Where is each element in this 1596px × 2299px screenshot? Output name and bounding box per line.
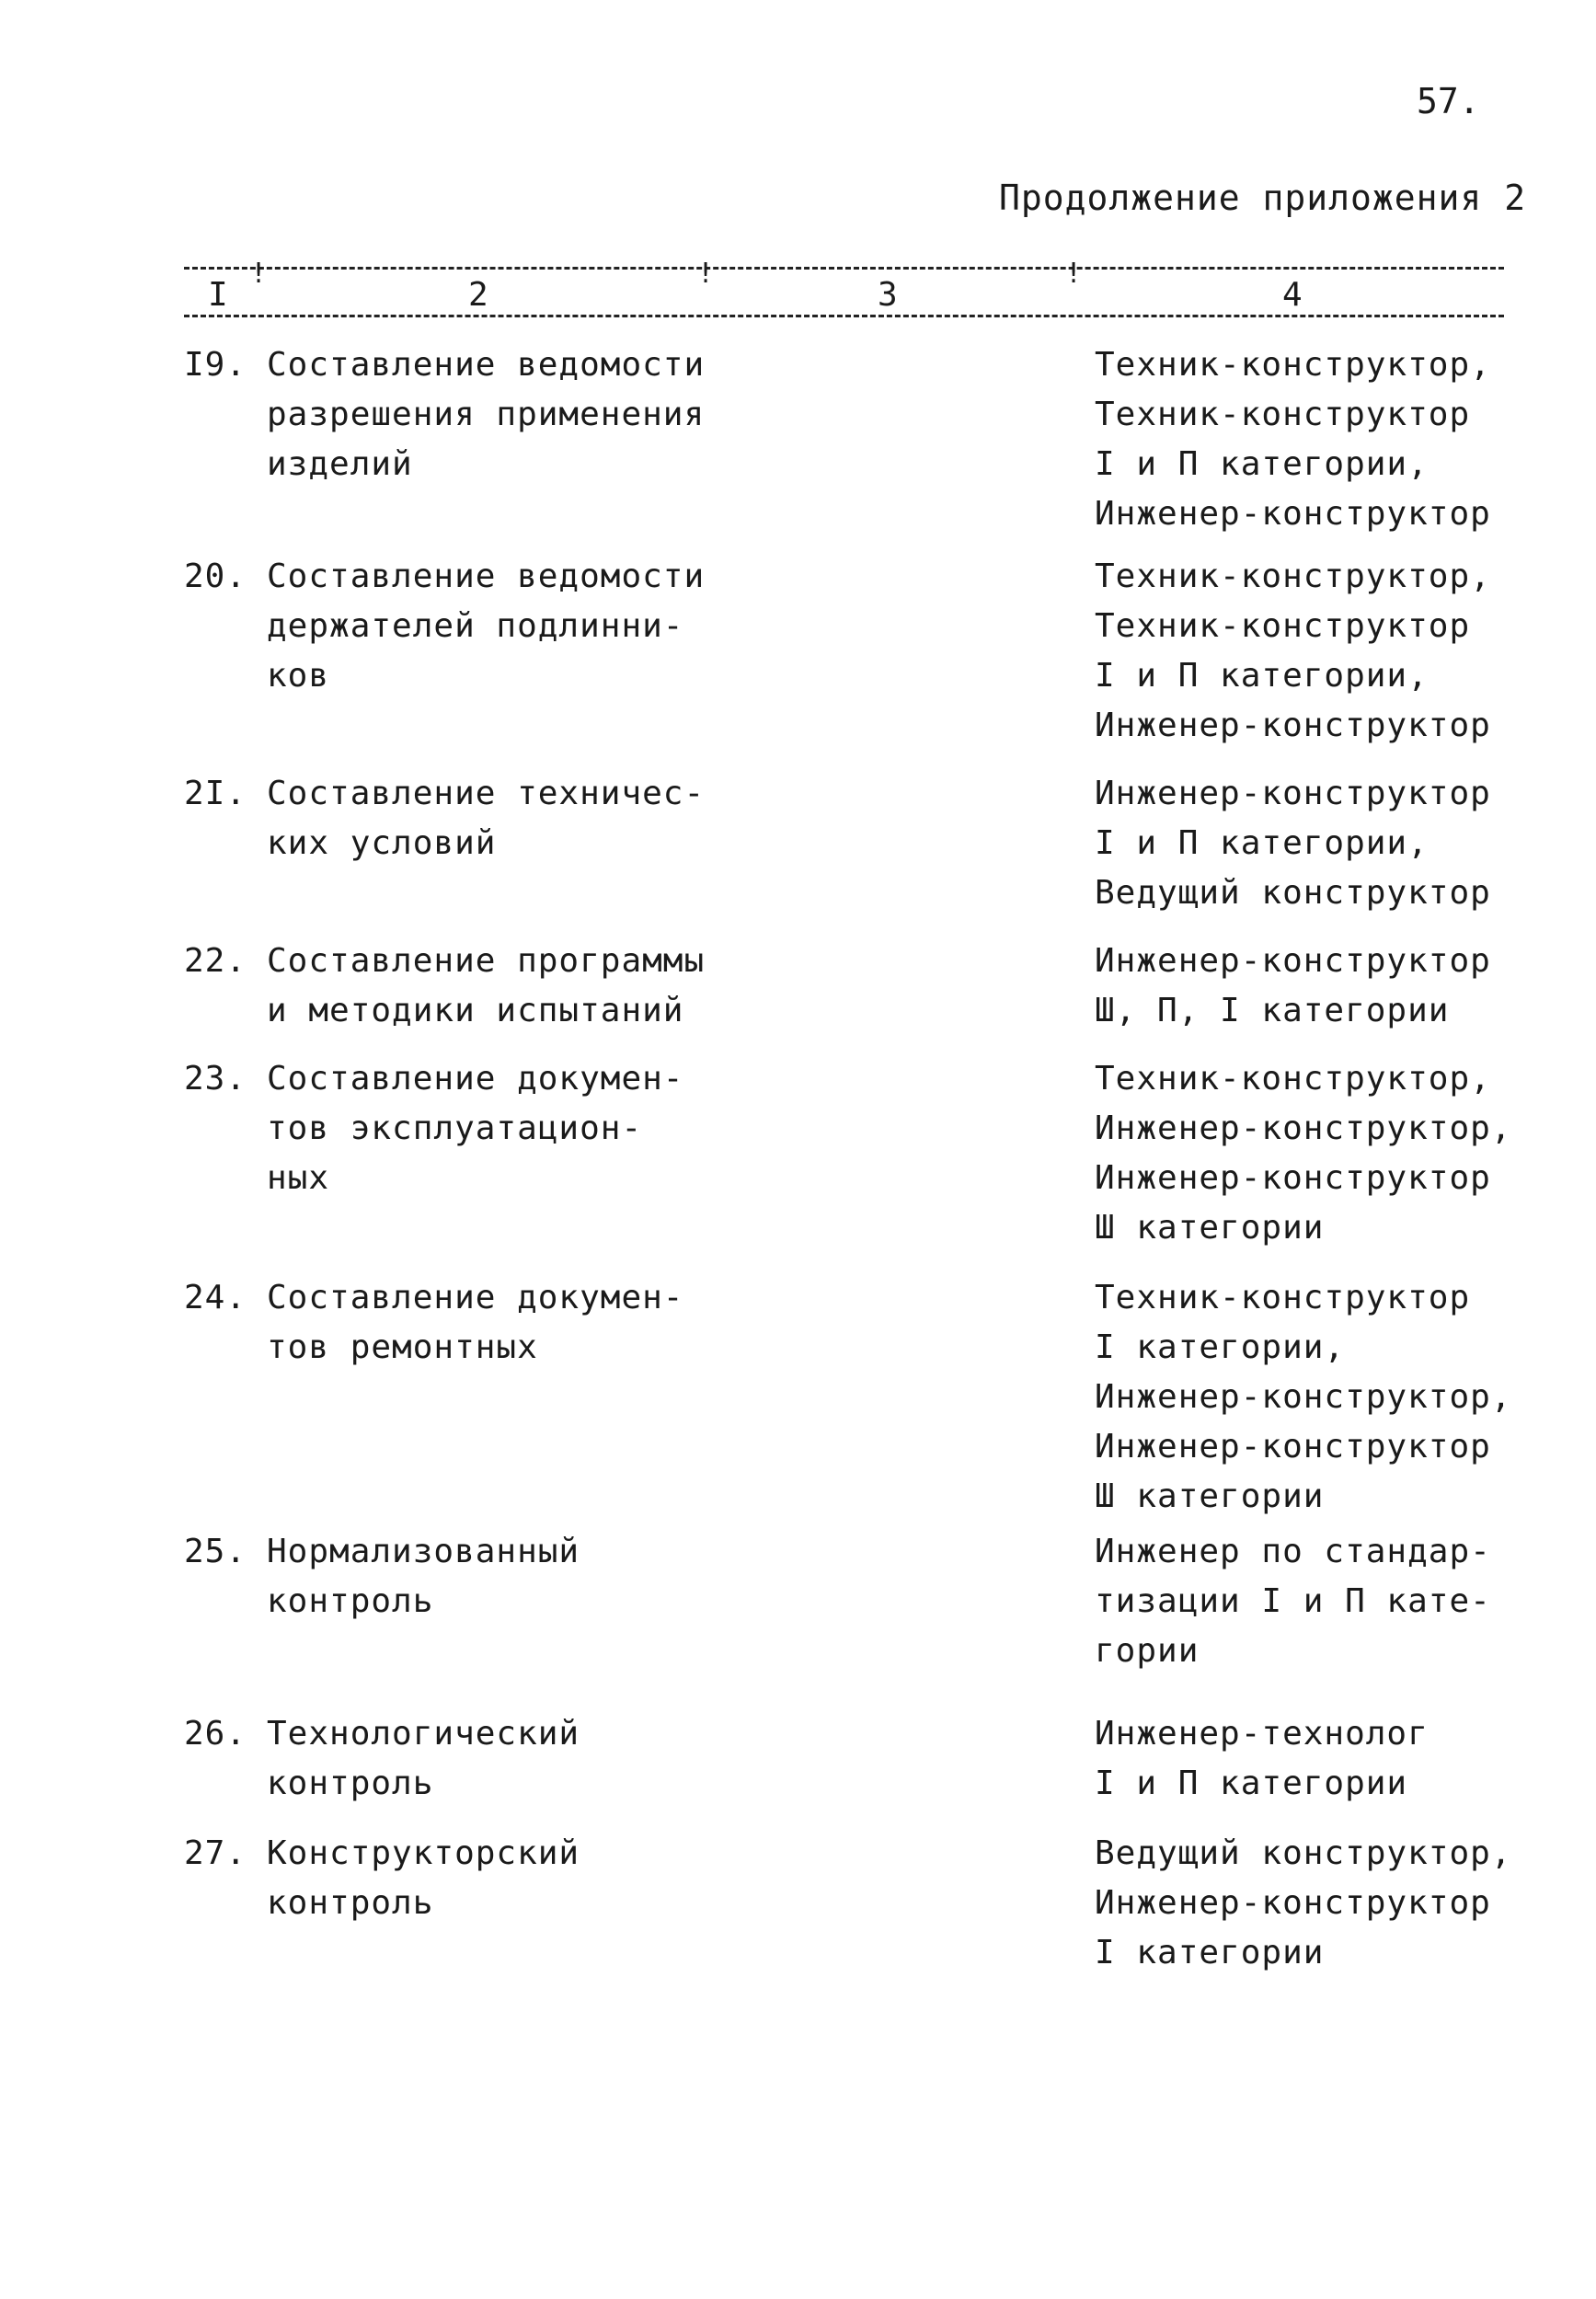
row-performer: Техник-конструктор I категории, Инженер-конструктор, Инженер-конструктор Ш категории [1095, 1279, 1512, 1515]
column-separator: ! [697, 258, 715, 290]
row-number: 25. [184, 1533, 247, 1570]
row-description: Составление техничес- ких условий [267, 775, 706, 862]
row-performer: Инженер по стандар- тизации I и П кате- гории [1095, 1533, 1491, 1670]
appendix-continuation-title: Продолжение приложения 2 [999, 178, 1527, 218]
row-number: 23. [184, 1060, 247, 1098]
row-description: Составление программы и методики испытаний [267, 942, 706, 1029]
row-number: I9. [184, 346, 247, 384]
header-top-rule [184, 267, 1504, 270]
row-description: Технологический контроль [267, 1715, 580, 1802]
row-performer: Техник-конструктор, Техник-конструктор I и П категории, Инженер-конструктор [1095, 346, 1491, 533]
row-number: 27. [184, 1834, 247, 1872]
header-bottom-rule [184, 315, 1504, 317]
row-number: 24. [184, 1279, 247, 1316]
row-performer: Инженер-конструктор I и П категории, Ведущий конструктор [1095, 775, 1491, 912]
row-performer: Техник-конструктор, Инженер-конструктор, Инженер-конструктор Ш категории [1095, 1060, 1512, 1247]
row-performer: Инженер-технолог I и П категории [1095, 1715, 1429, 1802]
column-separator: ! [1065, 258, 1083, 290]
column-header-1: I [204, 276, 232, 314]
column-header-2: 2 [465, 276, 492, 314]
row-performer: Техник-конструктор, Техник-конструктор I и П категории, Инженер-конструктор [1095, 558, 1491, 744]
row-number: 2I. [184, 775, 247, 812]
row-description: Нормализованный контроль [267, 1533, 580, 1620]
row-performer: Ведущий конструктор, Инженер-конструктор I категории [1095, 1834, 1512, 1971]
column-header-3: 3 [874, 276, 901, 314]
column-separator: ! [250, 258, 268, 290]
row-description: Конструкторский контроль [267, 1834, 580, 1922]
row-description: Составление докумен- тов эксплуатацион- ных [267, 1060, 684, 1197]
row-performer: Инженер-конструктор Ш, П, I категории [1095, 942, 1491, 1029]
row-number: 26. [184, 1715, 247, 1753]
row-description: Составление ведомости держателей подлинни- ков [267, 558, 706, 695]
row-number: 22. [184, 942, 247, 980]
row-description: Составление докумен- тов ремонтных [267, 1279, 684, 1366]
row-description: Составление ведомости разрешения применения изделий [267, 346, 706, 483]
page-number: 57. [1417, 81, 1480, 121]
column-header-4: 4 [1279, 276, 1306, 314]
row-number: 20. [184, 558, 247, 595]
